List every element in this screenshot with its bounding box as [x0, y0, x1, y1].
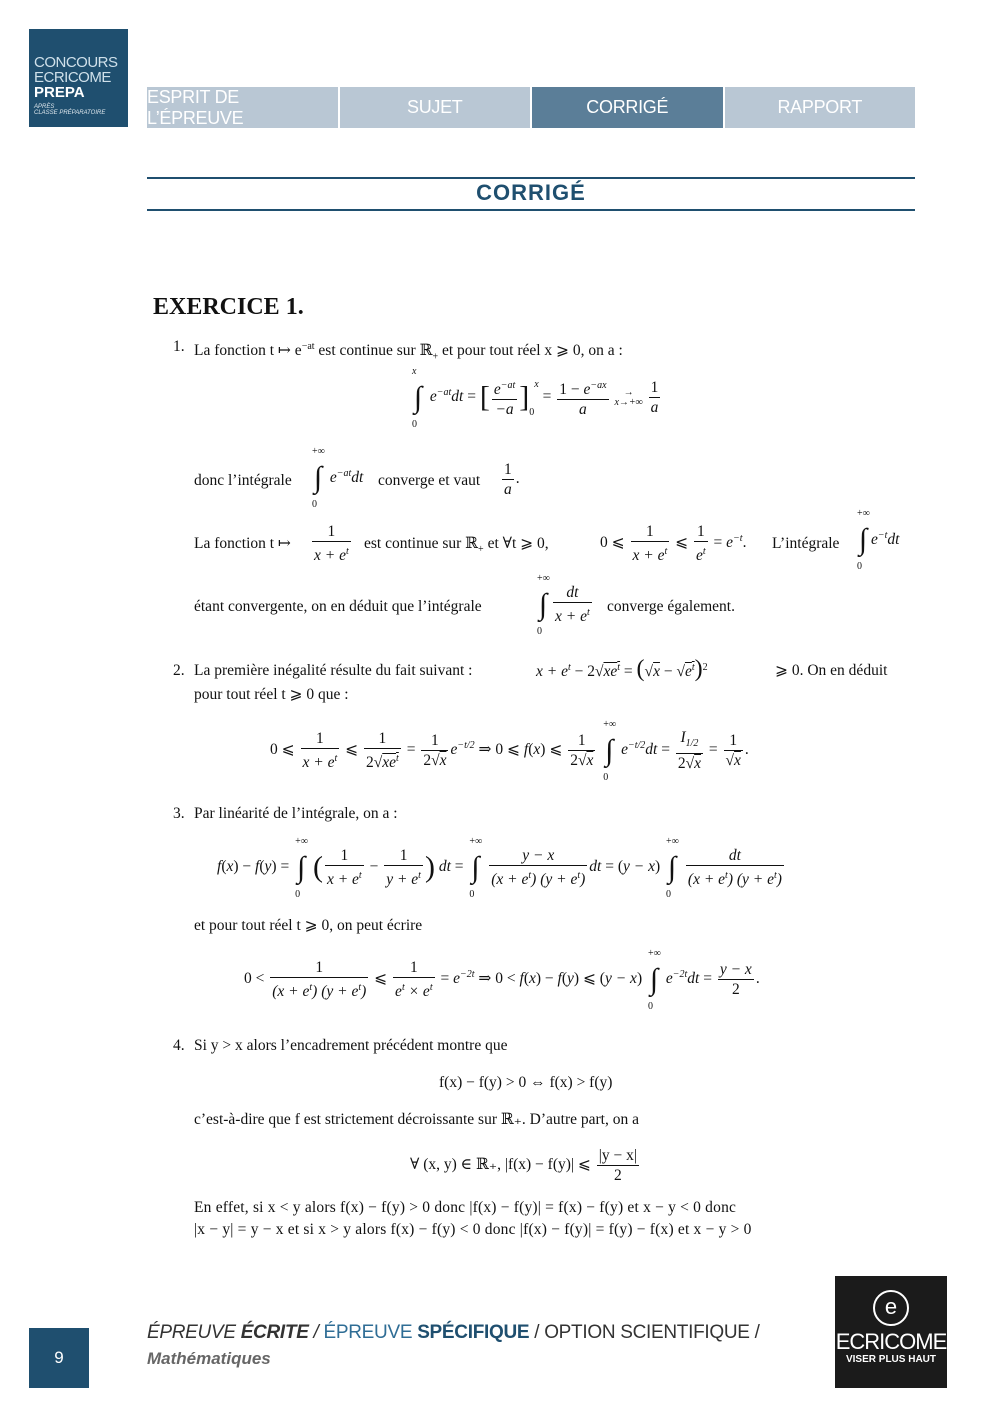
section-tabs: [147, 87, 915, 128]
footer-ecrite: ÉCRITE: [240, 1322, 309, 1343]
q3-equation-1: f(x) − f(y) = +∞ ∫ 0 ( $\frac{1}{x + e^t}$ − $\frac{1}{y + e^t}$ ) dt = +∞ ∫ 0 $\frac{y - x}{(x + e^t) (y + e^t)}$ dt = (y − x) +∞ ∫ 0 $\frac{dt}{(x + e^t) (y + e^t)}$: [217, 835, 782, 900]
q4-equation-1: f(x) − f(y) > 0 ⇔ f(x) > f(y): [439, 1074, 613, 1091]
q2-equation-2: 0 ⩽ $\frac{1}{x + e^t}$ ⩽ $\frac{1}{2√xe^t}$ = $\frac{1}{2√x}$ $e^{-t/2}$ ⇒ 0 ⩽ f(x) ⩽ $\frac{1}{2√x}$ +∞ ∫ 0 $e^{-t/2}dt$ = $\frac{I_{1/2}}{2√x}$ = $\frac{1}{√x}$ .: [270, 718, 749, 783]
footer-sep3: /: [749, 1322, 760, 1343]
q3-line2: et pour tout réel t ⩾ 0, on peut écrire: [194, 917, 423, 934]
q3-equation-2: 0 < $\frac{1}{(x + e^t) (y + e^t)}$ ⩽ $\frac{1}{e^t \times e^t}$ = $e^{-2t}$ ⇒ 0 < f(x) − f(y) ⩽ (y − x) +∞ ∫ 0 $e^{-2t}dt$ = $\frac{y - x}{2}$ .: [244, 947, 760, 1012]
q1-equation-5: 0 ⩽ $\frac{1}{x + e^t}$ ⩽ $\frac{1}{e^t}$ = $e^{-t}$.: [600, 523, 747, 565]
question-number: 4.: [173, 1037, 185, 1054]
q4-equation-2: [410, 1146, 641, 1185]
title-rule-bottom: [147, 209, 915, 211]
q1-intro-sup: −at: [301, 341, 315, 352]
logo-line-2: ECRICOME: [34, 69, 111, 86]
footer-sep1: /: [308, 1322, 324, 1343]
q1-et-all: et ∀t ⩾ 0,: [487, 535, 549, 552]
exercise-title: EXERCICE 1.: [153, 294, 304, 320]
q1-intro-text: La fonction t ↦ e: [194, 342, 302, 360]
logo-line-5: CLASSE PRÉPARATOIRE: [34, 110, 106, 116]
q4-line3: En effet, si x < y alors f(x) − f(y) > 0 donc |f(x) − f(y)| = f(x) − f(y) et x − y < 0 donc: [194, 1199, 737, 1216]
q1-equation-6: +∞ ∫ 0 $e^{-t}dt$: [857, 508, 900, 572]
page-title: CORRIGÉ: [476, 180, 586, 205]
brand-tagline: VISER PLUS HAUT: [845, 1354, 936, 1365]
question-number: 2.: [173, 662, 185, 679]
q1-continue2-text: est continue sur ℝ: [364, 535, 479, 552]
logo-line-1: CONCOURS: [34, 54, 118, 71]
tab-esprit[interactable]: ESPRIT DE L’ÉPREUVE: [147, 87, 338, 128]
footer-epreuve: ÉPREUVE: [147, 1322, 241, 1343]
question-number: 1.: [173, 338, 185, 355]
ecricome-brand-logo: [835, 1276, 947, 1388]
q1-intro-rest2: et pour tout réel x ⩾ 0, on a :: [438, 342, 623, 360]
q1-equation-1: x ∫ 0 $e^{-at}dt$ = [ $\frac{e^{-at}}{-a}$ ]$_0^x$ = $\frac{1 - e^{-ax}}{a}$ → x→+∞ $\frac{1}{a}$: [412, 365, 659, 430]
q3-line1: Par linéarité de l’intégrale, on a :: [194, 805, 398, 822]
q1-equation-3: $\frac{1}{a}$ .: [504, 461, 520, 498]
footer-epreuve2: ÉPREUVE: [323, 1322, 418, 1343]
q1-equation-4: $\frac{1}{x + e^t}$: [314, 523, 349, 565]
q1-etant: étant convergente, on en déduit que l’intégrale: [194, 598, 482, 615]
q4-eq2-left: ∀ (x, y) ∈ ℝ₊, |f(x) − f(y)| ⩽: [410, 1156, 591, 1174]
q4-eq2-den: 2: [613, 1167, 622, 1184]
q1-equation-2: +∞ ∫ 0 $e^{-at}dt$: [312, 446, 364, 510]
footer-subject: Mathématiques: [147, 1349, 271, 1368]
q1-equation-7: +∞ ∫ 0 $\frac{dt}{x + e^t}$: [537, 572, 590, 637]
footer-sep2: /: [529, 1322, 545, 1343]
concours-logo: [29, 29, 128, 127]
q2-line1-end: ⩾ 0. On en déduit: [775, 662, 888, 679]
q4-line4: |x − y| = y − x et si x > y alors f(x) − f(y) < 0 donc |f(x) − f(y)| = f(y) − f(x) et x − y > 0: [194, 1221, 752, 1238]
q4-line2: c’est-à-dire que f est strictement décroissante sur ℝ₊. D’autre part, on a: [194, 1111, 639, 1128]
q1-intro: La fonction t ↦ $e^{-at}$ est continue sur ℝ$_+$ et pour tout réel x ⩾ 0, on a :: [194, 341, 623, 363]
q2-line1: La première inégalité résulte du fait suivant :: [194, 662, 473, 679]
title-rule-top: [147, 177, 915, 179]
ecricome-e-icon: e: [873, 1290, 909, 1326]
q1-converge: converge et vaut: [378, 472, 481, 489]
tab-corrige[interactable]: CORRIGÉ: [532, 87, 723, 128]
q4-eq2-num: |y − x|: [598, 1147, 637, 1164]
question-number: 3.: [173, 805, 185, 822]
tab-rapport[interactable]: RAPPORT: [725, 87, 916, 128]
footer-option: OPTION SCIENTIFIQUE: [544, 1322, 750, 1343]
q1-continue2: est continue sur ℝ$_+$ et ∀t ⩾ 0,: [364, 535, 549, 556]
q1-intro-rest: est continue sur ℝ: [314, 342, 433, 360]
q4-line1: Si y > x alors l’encadrement précédent montre que: [194, 1037, 508, 1054]
q1-donc: donc l’intégrale: [194, 472, 292, 489]
q1-converge2: converge également.: [607, 598, 735, 615]
page-number: 9: [29, 1328, 89, 1388]
logo-line-4: APRÈS: [34, 104, 55, 110]
q1-integrale-label: L’intégrale: [772, 535, 840, 552]
brand-name: ECRICOME: [835, 1329, 947, 1354]
footer-specifique: SPÉCIFIQUE: [417, 1322, 530, 1343]
q2-line2: pour tout réel t ⩾ 0 que :: [194, 686, 349, 703]
q2-equation-1: $x + e^t - 2√xe^t = (√x - √e^t)^2$: [536, 656, 708, 682]
footer-exam-type: [147, 1322, 760, 1344]
q1-fonction2: La fonction t ↦: [194, 535, 291, 552]
tab-sujet[interactable]: SUJET: [340, 87, 531, 128]
logo-line-3: PREPA: [34, 84, 85, 101]
